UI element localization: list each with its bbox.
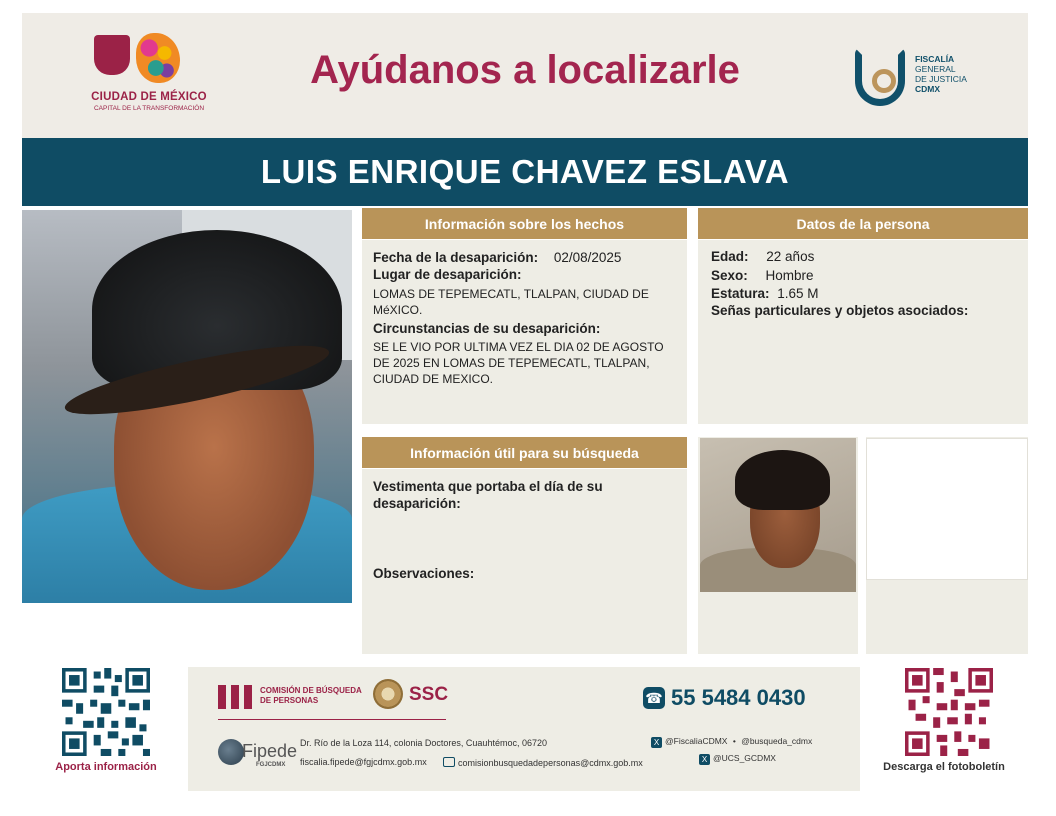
email-fipede[interactable]: fiscalia.fipede@fgjcdmx.gob.mx — [300, 757, 427, 767]
ssc-logo — [373, 679, 473, 715]
person-name-bar — [22, 138, 1028, 206]
fgj-line1: FISCALÍA — [915, 54, 955, 64]
fecha-label: Fecha de la desaparición: — [373, 250, 539, 265]
fgj-line2: GENERAL — [915, 64, 956, 74]
circunstancias-value: SE LE VIO POR ULTIMA VEZ EL DIA 02 DE AGOSTO DE 2025 EN LOMAS DE TEPEMECATL, TLALPAN, CIUDAD DE MEXICO. — [373, 340, 664, 386]
cdmx-subtitle: CAPITAL DE LA TRANSFORMACIÓN — [93, 105, 205, 112]
mail-icon — [443, 757, 455, 767]
page-title: Ayúdanos a localizarle — [310, 48, 740, 92]
busqueda-heading: Información útil para su búsqueda — [362, 437, 687, 468]
comision-logo — [218, 683, 368, 713]
address: Dr. Río de la Loza 114, colonia Doctores, Cuauhtémoc, 06720 — [300, 738, 547, 748]
cdmx-name: CIUDAD DE MÉXICO — [91, 91, 207, 103]
estatura-value: 1.65 M — [777, 286, 819, 301]
social-separator: • — [732, 736, 736, 746]
cdmx-seal-icon — [94, 35, 130, 75]
senas-label: Señas particulares y objetos asociados: — [711, 303, 969, 318]
busqueda-panel — [362, 469, 687, 654]
qr-right-label: Descarga el fotoboletín — [883, 761, 1005, 773]
datos-panel — [698, 240, 1028, 424]
footer-contact — [188, 667, 860, 791]
social-fiscalia[interactable]: @FiscaliaCDMX — [665, 736, 728, 746]
ssc-text: SSC — [409, 684, 449, 705]
qr-code-icon[interactable] — [62, 668, 150, 756]
estatura-label: Estatura: — [711, 286, 770, 301]
social-ucs[interactable]: @UCS_GCDMX — [713, 753, 776, 763]
fipede-sub: FGJCDMX — [256, 762, 286, 768]
fecha-value: 02/08/2025 — [553, 250, 622, 265]
person-name: LUIS ENRIQUE CHAVEZ ESLAVA — [260, 153, 790, 190]
person-photo-main — [22, 210, 352, 603]
sexo-label: Sexo: — [711, 268, 748, 283]
lugar-label: Lugar de desaparición: — [373, 267, 522, 282]
qr-code-icon[interactable] — [905, 668, 993, 756]
fgj-line3: DE JUSTICIA — [915, 74, 967, 84]
comision-mark-icon — [218, 685, 252, 709]
fgj-text — [915, 54, 967, 94]
email-comision[interactable]: comisionbusquedadepersonas@cdmx.gob.mx — [458, 758, 643, 768]
x-icon: X — [699, 754, 710, 765]
edad-label: Edad: — [711, 249, 749, 264]
x-icon: X — [651, 737, 662, 748]
circunstancias-label: Circunstancias de su desaparición: — [373, 321, 601, 336]
hechos-heading: Información sobre los hechos — [362, 208, 687, 239]
fgj-logo — [855, 48, 1005, 108]
phone-icon: ☎ — [643, 687, 665, 709]
comision-line1: COMISIÓN DE BÚSQUEDA — [260, 686, 362, 695]
fipede-logo — [218, 735, 298, 779]
fgj-logo-icon — [855, 48, 905, 106]
fipede-text: Fipede — [242, 741, 298, 761]
fgj-line4: CDMX — [915, 84, 941, 94]
empty-photo-slot — [866, 438, 1028, 580]
datos-heading: Datos de la persona — [698, 208, 1028, 239]
sexo-value: Hombre — [765, 268, 814, 283]
observaciones-label: Observaciones: — [373, 566, 475, 581]
ssc-badge-icon — [373, 679, 403, 709]
vestimenta-label: Vestimenta que portaba el día de su desaparición: — [373, 479, 603, 511]
hechos-panel — [362, 240, 687, 424]
phone-number[interactable]: 55 5484 0430 — [671, 685, 806, 710]
edad-value: 22 años — [766, 249, 815, 264]
cdmx-logo — [84, 33, 214, 133]
lugar-value: LOMAS DE TEPEMECATL, TLALPAN, CIUDAD DE MéXICO. — [373, 287, 649, 317]
cdmx-map-icon — [136, 33, 180, 83]
comision-line2: DE PERSONAS — [260, 696, 319, 705]
fipede-globe-icon — [218, 739, 244, 765]
qr-left-label: Aporta información — [55, 761, 157, 773]
person-photo-secondary — [700, 438, 856, 592]
social-busqueda[interactable]: @busqueda_cdmx — [741, 736, 813, 746]
footer-divider — [218, 719, 446, 720]
